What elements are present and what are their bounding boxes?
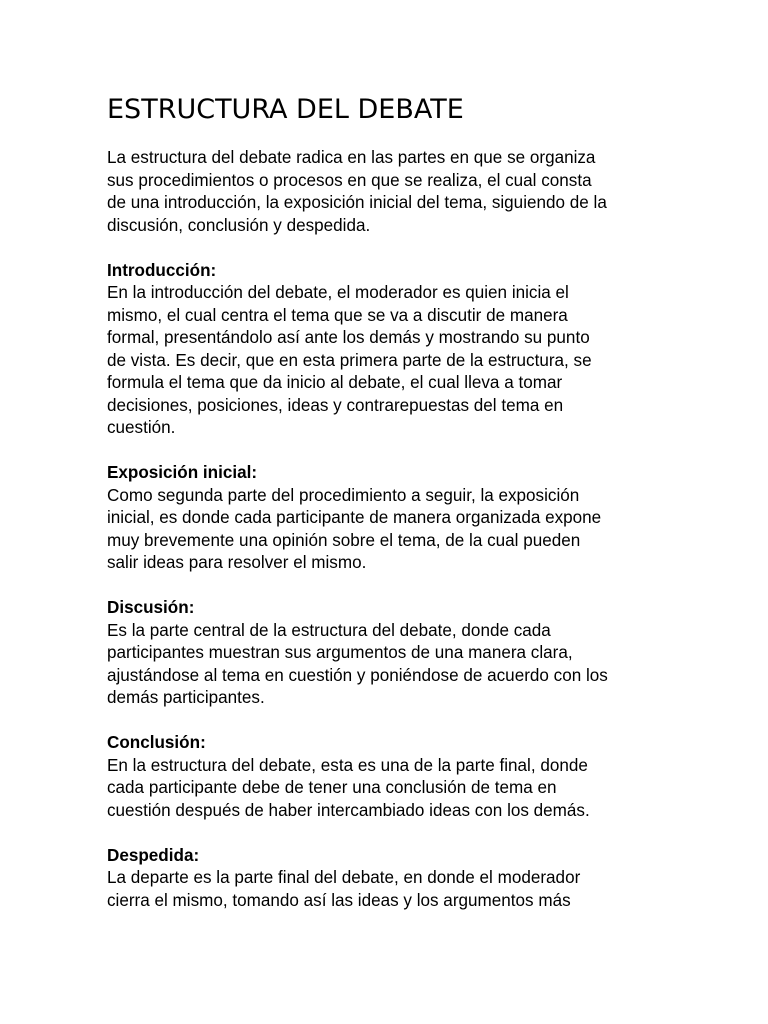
paragraph-line: cada participante debe de tener una conclusión de tema en [107,778,557,797]
section-introduccion [107,260,707,440]
paragraph-line: participantes muestran sus argumentos de una manera clara, [107,643,573,662]
paragraph-line: La departe es la parte final del debate, en donde el moderador [107,868,581,887]
section-heading: Introducción: [107,260,217,280]
paragraph-line: mismo, el cual centra el tema que se va a discutir de manera [107,305,568,325]
paragraph-line: cuestión después de haber intercambiado ideas con los demás. [107,800,590,820]
paragraph-line: formula el tema que da inicio al debate, el cual lleva a tomar [107,373,563,392]
section-despedida [107,845,707,913]
spacer [107,440,707,463]
section-conclusion [107,732,707,822]
section-heading: Despedida: [107,845,200,865]
spacer [107,237,707,260]
section-discusion [107,597,707,710]
paragraph-line: discusión, conclusión y despedida. [107,215,371,235]
paragraph-line: En la introducción del debate, el moderador es quien inicia el [107,283,569,302]
paragraph-line: Es la parte central de la estructura del debate, donde cada [107,620,551,640]
spacer [107,822,707,845]
paragraph-line: decisiones, posiciones, ideas y contrarepuestas del tema en [107,395,564,415]
paragraph-line: demás participantes. [107,688,265,707]
paragraph-line: La estructura del debate radica en las partes en que se organiza [107,148,596,167]
section-heading: Exposición inicial: [107,463,258,482]
document-body [107,147,707,912]
paragraph-line: inicial, es donde cada participante de manera organizada expone [107,508,602,527]
page-title: ESTRUCTURA DEL DEBATE [107,94,464,125]
paragraph-line: cierra el mismo, tomando así las ideas y los argumentos más [107,890,571,910]
paragraph-line: salir ideas para resolver el mismo. [107,553,367,572]
section-heading: Discusión: [107,598,195,617]
paragraph-line: formal, presentándolo así ante los demás y mostrando su punto [107,328,590,347]
paragraph-line: ajustándose al tema en cuestión y poniéndose de acuerdo con los [107,665,608,685]
intro-paragraph [107,147,707,237]
paragraph-line: En la estructura del debate, esta es una de la parte final, donde [107,755,588,775]
paragraph-line: sus procedimientos o procesos en que se realiza, el cual consta [107,170,592,190]
paragraph-line: Como segunda parte del procedimiento a seguir, la exposición [107,485,580,505]
paragraph-line: cuestión. [107,418,176,437]
spacer [107,575,707,598]
paragraph-line: de una introducción, la exposición inicial del tema, siguiendo de la [107,193,607,212]
section-heading: Conclusión: [107,733,206,752]
paragraph-line: de vista. Es decir, que en esta primera parte de la estructura, se [107,350,592,370]
section-exposicion-inicial [107,462,707,575]
spacer [107,710,707,733]
paragraph-line: muy brevemente una opinión sobre el tema, de la cual pueden [107,530,581,550]
